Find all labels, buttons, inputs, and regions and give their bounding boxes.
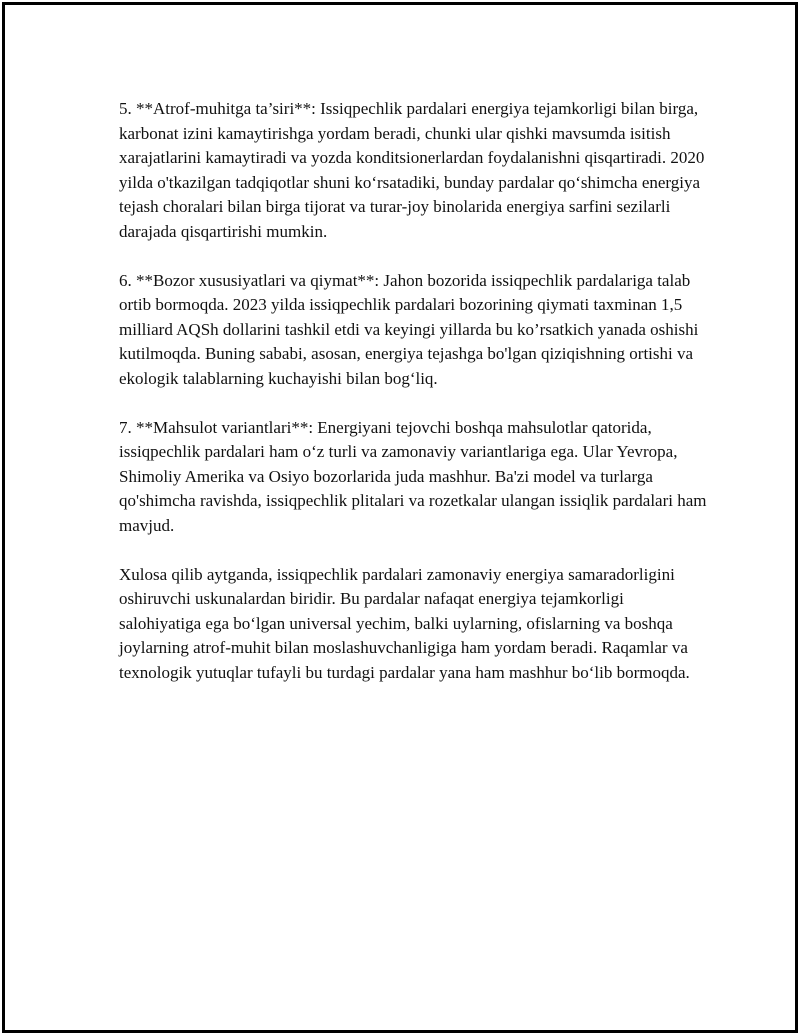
document-page xyxy=(2,2,798,1033)
paragraph-conclusion: Xulosa qilib aytganda, issiqpechlik pardalari zamonaviy energiya samaradorligini oshiruvchi uskunalardan biridir. Bu pardalar nafaqat energiya tejamkorligi salohiyatiga ega bo‘lgan universal yechim, balki uylarning, ofislarning va boshqa joylarning atrof-muhit bilan moslashuvchanligiga ham yordam beradi. Raqamlar va texnologik yutuqlar tufayli bu turdagi pardalar yana ham mashhur bo‘lib bormoqda. xyxy=(119,564,690,682)
document-body xyxy=(119,97,709,710)
paragraph-environmental-impact: 5. **Atrof-muhitga ta’siri**: Issiqpechlik pardalari energiya tejamkorligi bilan birga, karbonat izini kamaytirishga yordam beradi, chunki ular qishki mavsumda isitish xarajatlarini kamaytiradi va yozda konditsionerlardan foydalanishni qisqartiradi. 2020 yilda o'tkazilgan tadqiqotlar shuni ko‘rsatadiki, bunday pardalar qo‘shimcha energiya tejash choralari bilan birga tijorat va turar-joy binolarida energiya sarfini sezilarli darajada qisqartirishi mumkin. xyxy=(119,99,705,241)
paragraph-product-variants: 7. **Mahsulot variantlari**: Energiyani tejovchi boshqa mahsulotlar qatorida, issiqpechlik pardalari ham o‘z turli va zamonaviy variantlariga ega. Ular Yevropa, Shimoliy Amerika va Osiyo bozorlarida juda mashhur. Ba'zi model va turlarga qo'shimcha ravishda, issiqpechlik plitalari va rozetkalar ulangan issiqlik pardalari ham mavjud. xyxy=(119,417,707,535)
paragraph-market-value: 6. **Bozor xususiyatlari va qiymat**: Jahon bozorida issiqpechlik pardalariga talab ortib bormoqda. 2023 yilda issiqpechlik pardalari bozorining qiymati taxminan 1,5 milliard AQSh dollarini tashkil etdi va keyingi yillarda bu ko’rsatkich yanada oshishi kutilmoqda. Buning sababi, asosan, energiya tejashga bo'lgan qiziqishning ortishi va ekologik talablarning kuchayishi bilan bog‘liq. xyxy=(119,270,699,388)
